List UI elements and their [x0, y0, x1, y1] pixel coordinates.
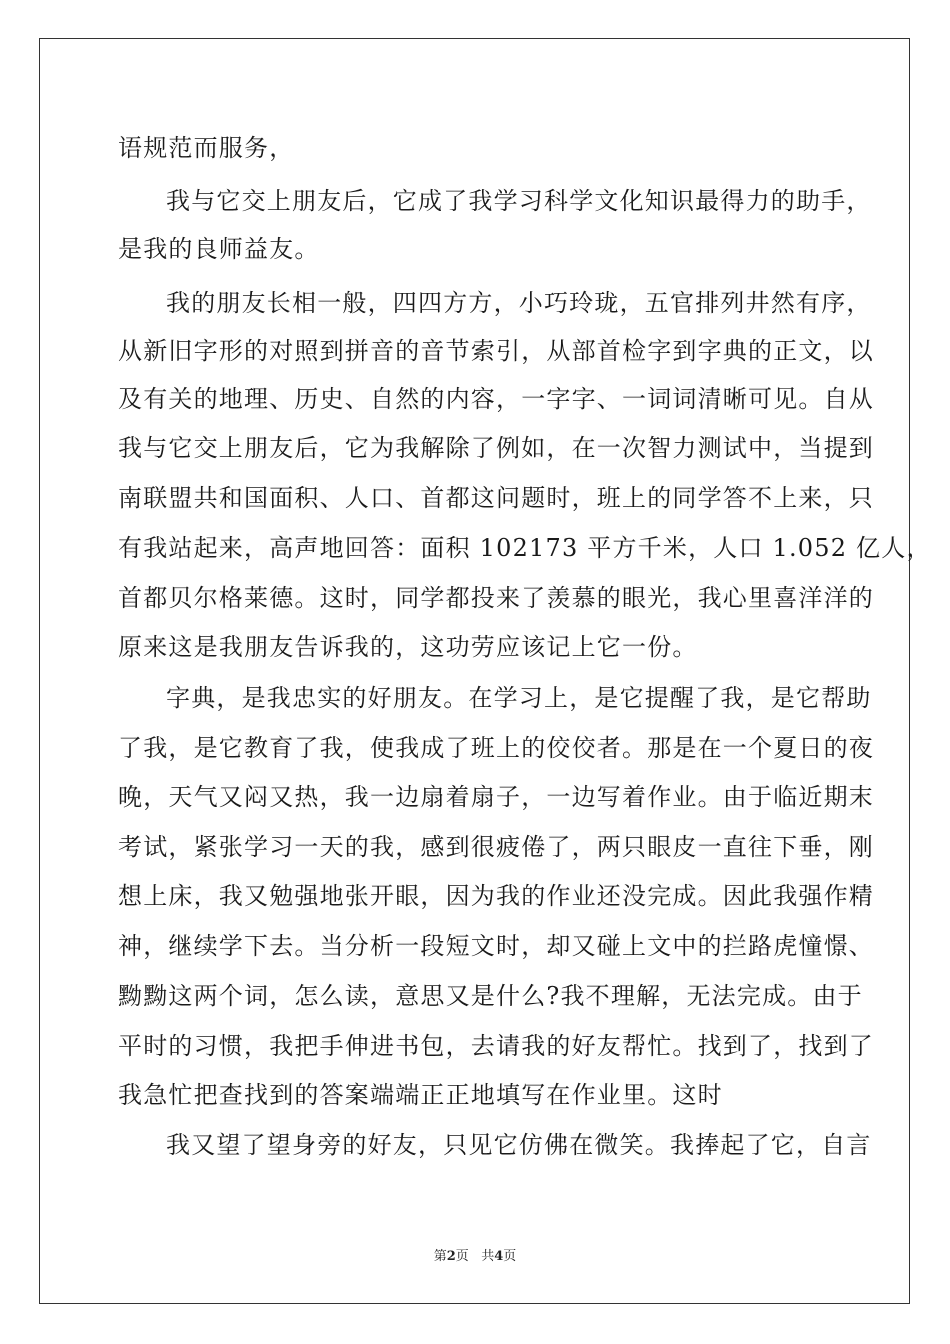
text-line: 想上床，我又勉强地张开眼，因为我的作业还没完成。因此我强作精: [118, 882, 874, 910]
total-prefix: 共: [481, 1249, 495, 1264]
text-line: 我的朋友长相一般，四四方方，小巧玲珑，五官排列井然有序，: [166, 289, 872, 317]
text-line: 我与它交上朋友后，它成了我学习科学文化知识最得力的助手，: [166, 187, 872, 215]
text-line: 了我，是它教育了我，使我成了班上的佼佼者。那是在一个夏日的夜: [118, 734, 874, 762]
total-pages: 4: [494, 1249, 504, 1264]
text-line: 黝黝这两个词，怎么读，意思又是什么?我不理解，无法完成。由于: [118, 982, 863, 1010]
page-border: [39, 38, 910, 1304]
text-line: 有我站起来，高声地回答：面积 102173 平方千米，人口 1.052 亿人，: [118, 534, 932, 562]
page-suffix: 页: [455, 1249, 469, 1264]
text-line: 我又望了望身旁的好友，只见它仿佛在微笑。我捧起了它，自言: [166, 1131, 872, 1159]
text-line: 首都贝尔格莱德。这时，同学都投来了羡慕的眼光，我心里喜洋洋的: [118, 584, 874, 612]
text-line: 从新旧字形的对照到拼音的音节索引，从部首检字到字典的正文，以: [118, 337, 874, 365]
page-footer: [0, 1245, 950, 1264]
text-line: 南联盟共和国面积、人口、首都这问题时，班上的同学答不上来，只: [118, 484, 874, 512]
total-suffix: 页: [503, 1249, 517, 1264]
text-line: 平时的习惯，我把手伸进书包，去请我的好友帮忙。找到了，找到了: [118, 1032, 874, 1060]
page-prefix: 第: [433, 1249, 447, 1264]
text-line: 考试，紧张学习一天的我，感到很疲倦了，两只眼皮一直往下垂，刚: [118, 833, 874, 861]
text-line: 神，继续学下去。当分析一段短文时，却又碰上文中的拦路虎憧憬、: [118, 932, 874, 960]
page-number: 2: [446, 1249, 456, 1264]
text-line: 及有关的地理、历史、自然的内容，一字字、一词词清晰可见。自从: [118, 385, 874, 413]
text-line: 我急忙把查找到的答案端端正正地填写在作业里。这时: [118, 1081, 723, 1109]
text-line: 字典，是我忠实的好朋友。在学习上，是它提醒了我，是它帮助: [166, 684, 872, 712]
text-line: 晚，天气又闷又热，我一边扇着扇子，一边写着作业。由于临近期末: [118, 783, 874, 811]
text-line: 是我的良师益友。: [118, 235, 320, 263]
text-line: 我与它交上朋友后，它为我解除了例如，在一次智力测试中，当提到: [118, 434, 874, 462]
text-line: 语规范而服务，: [118, 134, 295, 162]
text-line: 原来这是我朋友告诉我的，这功劳应该记上它一份。: [118, 633, 698, 661]
